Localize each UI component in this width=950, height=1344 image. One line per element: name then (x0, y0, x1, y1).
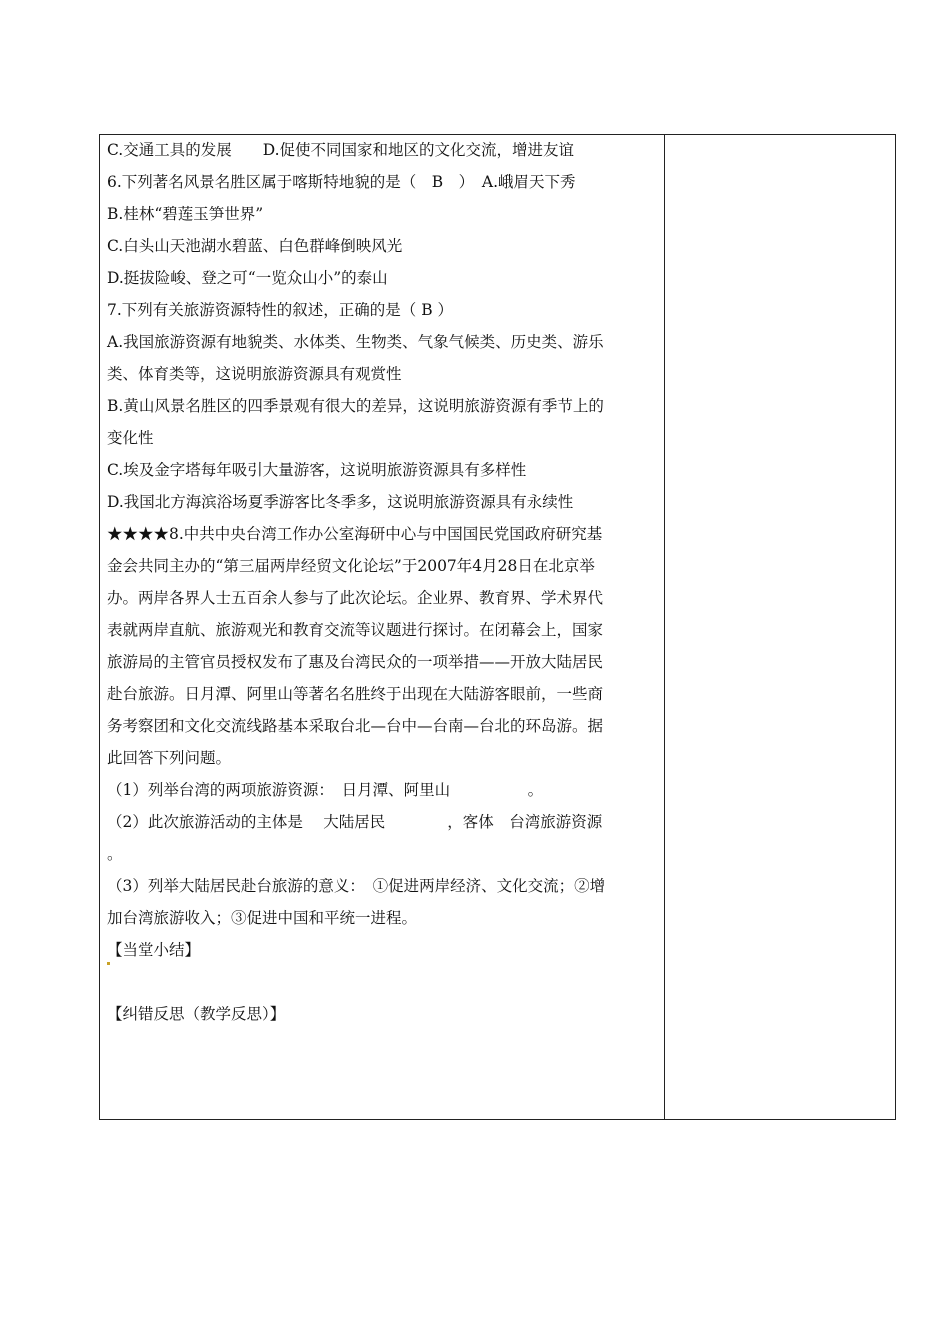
reflection-heading: 【纠错反思（教学反思）】 (107, 1005, 286, 1023)
q8-sub1: （1）列举台湾的两项旅游资源： 日月潭、阿里山 。 (107, 781, 544, 799)
q8-passage-line2: 金会共同主办的“第三届两岸经贸文化论坛”于2007年4月28日在北京举 (107, 557, 595, 575)
summary-heading: 【当堂小结】 (107, 941, 201, 959)
q7-option-d: D.我国北方海滨浴场夏季游客比冬季多，这说明旅游资源具有永续性 (107, 493, 574, 511)
q7-option-a-line2: 类、体育类等，这说明旅游资源具有观赏性 (107, 365, 402, 383)
q5-options-cd: C.交通工具的发展 D.促使不同国家和地区的文化交流，增进友谊 (107, 141, 575, 159)
q8-sub2-end: 。 (107, 845, 123, 863)
q8-passage-line5: 旅游局的主管官员授权发布了惠及台湾民众的一项举措——开放大陆居民 (107, 653, 604, 671)
q7-option-b-line1: B.黄山风景名胜区的四季景观有很大的差异，这说明旅游资源有季节上的 (107, 397, 604, 415)
q8-sub3-line1: （3）列举大陆居民赴台旅游的意义： ①促进两岸经济、文化交流；②增 (107, 877, 606, 895)
q7-stem: 7.下列有关旅游资源特性的叙述，正确的是（ B ） (107, 301, 454, 319)
q6-option-d: D.挺拔险峻、登之可“一览众山小”的泰山 (107, 269, 388, 287)
q6-option-b: B.桂林“碧莲玉笋世界” (107, 205, 264, 223)
q8-sub3-line2: 加台湾旅游收入；③促进中国和平统一进程。 (107, 909, 418, 927)
q6-stem: 6.下列著名风景名胜区属于喀斯特地貌的是（ B ） A.峨眉天下秀 (107, 173, 576, 191)
mark-dot (107, 962, 110, 965)
q8-passage-line8: 此回答下列问题。 (107, 749, 232, 767)
q8-passage-line4: 表就两岸直航、旅游观光和教育交流等议题进行探讨。在闭幕会上，国家 (107, 621, 604, 639)
q8-passage-line6: 赴台旅游。日月潭、阿里山等著名名胜终于出现在大陆游客眼前，一些商 (107, 685, 604, 703)
q7-option-a-line1: A.我国旅游资源有地貌类、水体类、生物类、气象气候类、历史类、游乐 (107, 333, 604, 351)
q8-passage-line7: 务考察团和文化交流线路基本采取台北—台中—台南—台北的环岛游。据 (107, 717, 604, 735)
q6-option-c: C.白头山天池湖水碧蓝、白色群峰倒映风光 (107, 237, 403, 255)
q7-option-c: C.埃及金字塔每年吸引大量游客，这说明旅游资源具有多样性 (107, 461, 527, 479)
column-divider (664, 134, 665, 1120)
q8-sub2: （2）此次旅游活动的主体是 大陆居民 ，客体 台湾旅游资源 (107, 813, 603, 831)
q8-passage-line3: 办。两岸各界人士五百余人参与了此次论坛。企业界、教育界、学术界代 (107, 589, 604, 607)
q7-option-b-line2: 变化性 (107, 429, 154, 447)
q8-passage-line1: ★★★★8.中共中央台湾工作办公室海研中心与中国国民党国政府研究基 (107, 525, 603, 543)
